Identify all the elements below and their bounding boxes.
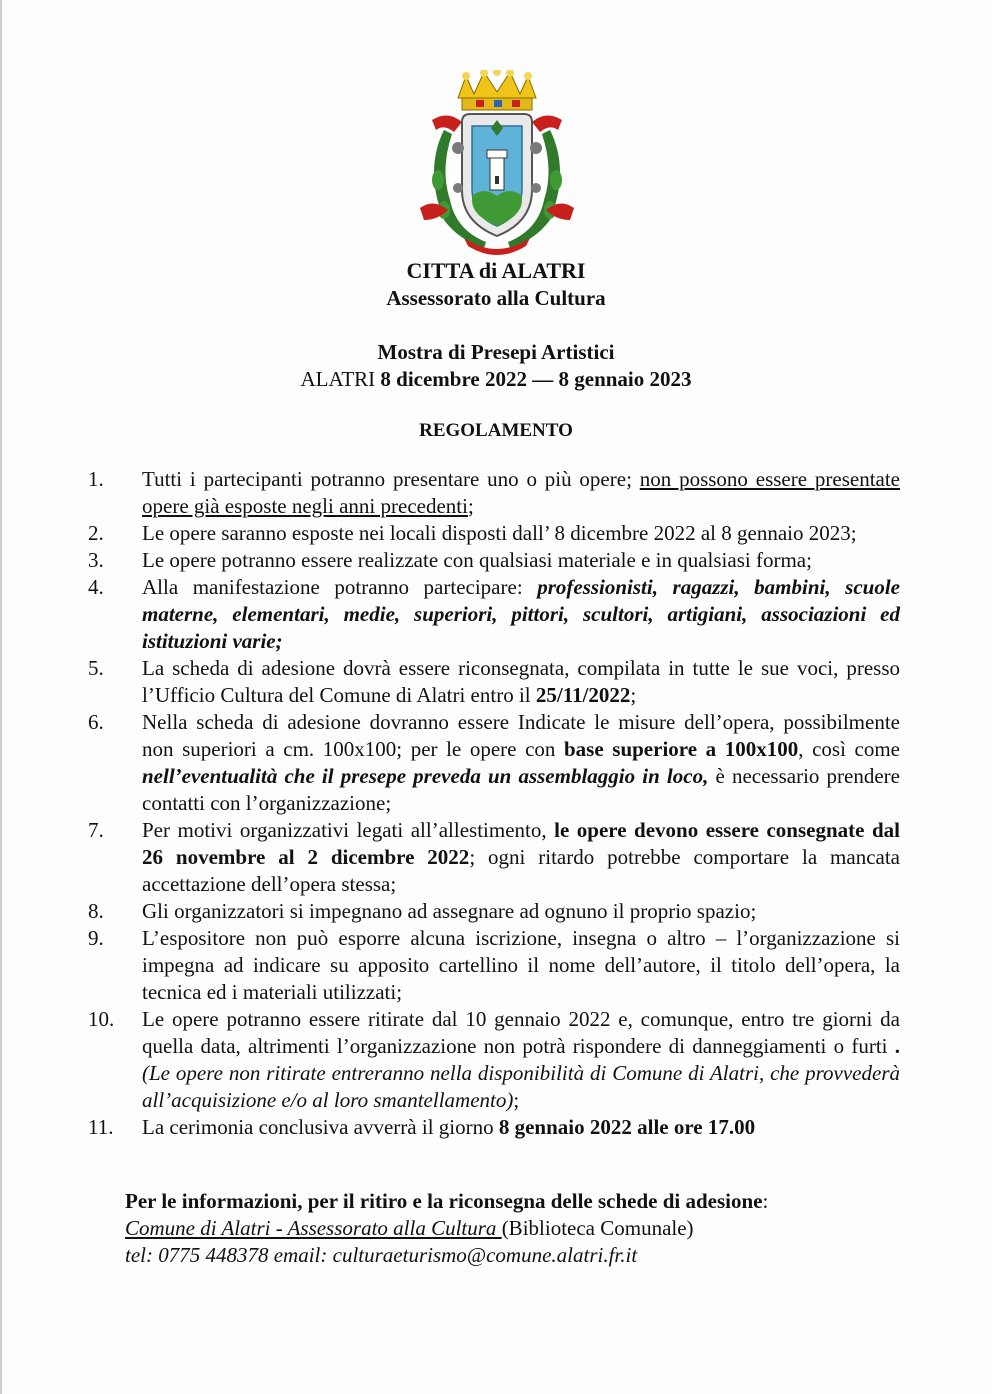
event-date-range: 8 dicembre 2022 — 8 gennaio 2023 bbox=[380, 367, 692, 391]
item-text-underlined: non possono essere presentate opere già esposte negli anni precedenti bbox=[142, 467, 901, 518]
item-text-italic: (Le opere non ritirate entreranno nella disponibilità di Comune di Alatri, che provvederà all’acquisizione e/o al loro smantellamento) bbox=[142, 1061, 900, 1112]
item-number: 11. bbox=[88, 1115, 114, 1139]
event-place: ALATRI bbox=[300, 367, 381, 391]
info-heading-text: Per le informazioni, per il ritiro e la riconsegna delle schede di adesione bbox=[125, 1189, 763, 1213]
item-text-bold-italic: professionisti, ragazzi, bambini, scuole materne, elementari, medie, superiori, pittori, scultori, artigiani, associazioni ed istituzioni varie; bbox=[142, 575, 900, 653]
item-text: Per motivi organizzativi legati all’allestimento, bbox=[142, 818, 555, 842]
rules-list bbox=[88, 466, 900, 1141]
item-text-bold: . bbox=[894, 1034, 900, 1058]
office-place: (Biblioteca Comunale) bbox=[501, 1216, 694, 1240]
contacts-line: tel: 0775 448378 email: culturaeturismo@comune.alatri.fr.it bbox=[125, 1243, 638, 1267]
item-text: ; bbox=[513, 1088, 520, 1112]
item-number: 2. bbox=[88, 521, 104, 545]
item-text: L’espositore non può esporre alcuna iscrizione, insegna o altro – l’organizzazione si impegna ad indicare su apposito cartellino il nome dell’autore, il titolo dell’opera, la tecnica ed i materiali utilizzati; bbox=[142, 926, 900, 1004]
item-text: Le opere potranno essere realizzate con qualsiasi materiale e in qualsiasi forma; bbox=[142, 548, 812, 572]
item-number: 5. bbox=[88, 656, 104, 680]
item-number: 7. bbox=[88, 818, 104, 842]
office-line bbox=[125, 1215, 768, 1242]
item-number: 6. bbox=[88, 710, 104, 734]
office-title: Assessorato alla Cultura bbox=[386, 286, 606, 310]
item-text-bold: le opere devono essere consegnate dal 26 novembre al 2 dicembre 2022 bbox=[142, 818, 900, 869]
item-text-bold: 25/11/2022 bbox=[535, 683, 631, 707]
event-title: Mostra di Presepi Artistici bbox=[377, 340, 615, 364]
item-text: Gli organizzatori si impegnano ad assegnare ad ognuno il proprio spazio; bbox=[142, 899, 757, 923]
item-number: 4. bbox=[88, 575, 104, 599]
office-link[interactable]: Comune di Alatri - Assessorato alla Cultura bbox=[125, 1216, 502, 1240]
item-text: ; ogni ritardo potrebbe comportare la mancata accettazione dell’opera stessa; bbox=[142, 845, 900, 896]
item-text: , così come bbox=[798, 737, 900, 761]
section-title: REGOLAMENTO bbox=[419, 420, 573, 441]
item-number: 3. bbox=[88, 548, 104, 572]
list-item bbox=[88, 655, 900, 709]
list-item bbox=[88, 925, 900, 1006]
item-text: Tutti i partecipanti potranno presentare uno o più opere; bbox=[142, 467, 640, 491]
item-text: ; bbox=[630, 683, 637, 707]
item-text: La cerimonia conclusiva avverrà il giorno bbox=[142, 1115, 499, 1139]
item-text: è necessario prendere contatti con l’organizzazione; bbox=[142, 764, 900, 815]
coat-of-arms-icon bbox=[414, 70, 580, 256]
info-heading bbox=[125, 1188, 768, 1215]
item-number: 9. bbox=[88, 926, 104, 950]
list-item bbox=[88, 709, 900, 817]
item-text: Nella scheda di adesione dovranno essere Indicate le misure dell’opera, possibilmente non superiori a cm. 100x100; per le opere con bbox=[142, 710, 900, 761]
footer-info bbox=[125, 1188, 768, 1269]
shield-icon bbox=[462, 114, 532, 236]
list-item bbox=[88, 1006, 900, 1114]
event-dates bbox=[0, 367, 992, 392]
list-item bbox=[88, 520, 900, 547]
item-text-bold: 8 gennaio 2022 alle ore 17.00 bbox=[498, 1115, 756, 1139]
info-colon: : bbox=[762, 1189, 769, 1213]
list-item bbox=[88, 547, 900, 574]
crown-icon bbox=[458, 70, 536, 110]
city-title: CITTA di ALATRI bbox=[406, 258, 586, 283]
list-item bbox=[88, 898, 900, 925]
list-item bbox=[88, 817, 900, 898]
item-number: 1. bbox=[88, 467, 104, 491]
item-text: La scheda di adesione dovrà essere riconsegnata, compilata in tutte le sue voci, presso l’Ufficio Cultura del Comune di Alatri entro il bbox=[142, 656, 900, 707]
page-edge bbox=[0, 0, 2, 1394]
item-text: Le opere potranno essere ritirate dal 10 gennaio 2022 e, comunque, entro tre giorni da quella data, altrimenti l’organizzazione non potrà rispondere di danneggiamenti o furti bbox=[142, 1007, 900, 1058]
item-text: Le opere saranno esposte nei locali disposti dall’ 8 dicembre 2022 al 8 gennaio 2023; bbox=[142, 521, 857, 545]
list-item bbox=[88, 1114, 900, 1141]
item-text: Alla manifestazione potranno partecipare: bbox=[142, 575, 538, 599]
item-text: ; bbox=[467, 494, 474, 518]
item-number: 10. bbox=[88, 1007, 115, 1031]
item-text-bold: base superiore a 100x100 bbox=[564, 737, 799, 761]
list-item bbox=[88, 574, 900, 655]
item-text-bold-italic: nell’eventualità che il presepe preveda un assemblaggio in loco, bbox=[142, 764, 709, 788]
list-item bbox=[88, 466, 900, 520]
item-number: 8. bbox=[88, 899, 104, 923]
